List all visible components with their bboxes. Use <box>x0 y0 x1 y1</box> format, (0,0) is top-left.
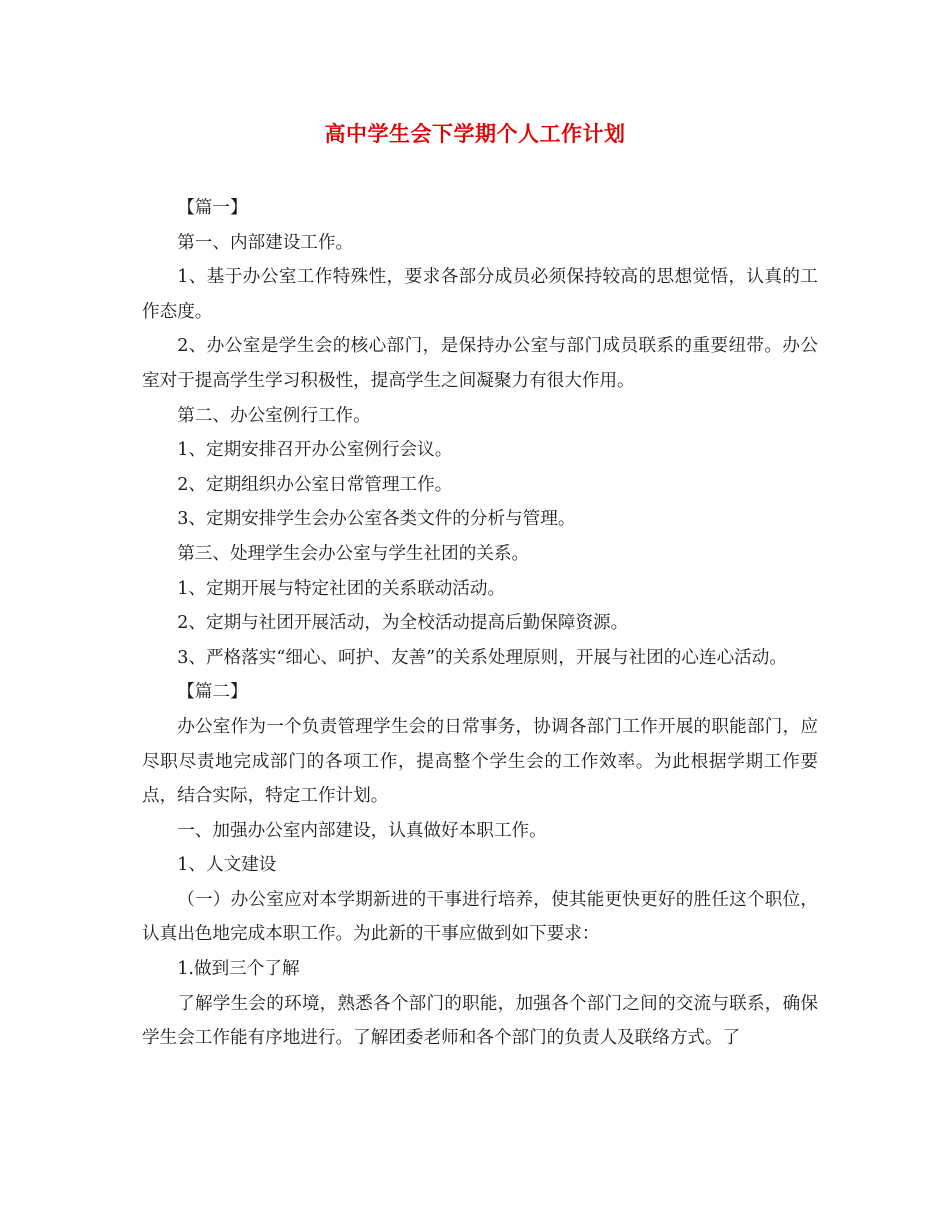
paragraph: 1、定期安排召开办公室例行会议。 <box>177 440 453 461</box>
paragraph: 3、定期安排学生会办公室各类文件的分析与管理。 <box>177 509 576 530</box>
paragraph: 1.做到三个了解 <box>177 959 300 980</box>
document-title: 高中学生会下学期个人工作计划 <box>324 121 626 146</box>
paragraph: 2、定期与社团开展活动，为全校活动提高后勤保障资源。 <box>177 613 629 634</box>
paragraph: 2、办公室是学生会的核心部门，是保持办公室与部门成员联系的重要纽带。办公室对于提高学生学习积极性，提高学生之间凝聚力有很大作用。 <box>142 336 818 391</box>
section-heading: 【篇一】 <box>177 198 248 218</box>
paragraph: 办公室作为一个负责管理学生会的日常事务，协调各部门工作开展的职能部门，应尽职尽责地完成部门的各项工作，提高整个学生会的工作效率。为此根据学期工作要点，结合实际，特定工作计划。 <box>142 716 818 807</box>
paragraph: 3、严格落实“细心、呵护、友善”的关系处理原则，开展与社团的心连心活动。 <box>177 647 787 668</box>
section-heading: 【篇二】 <box>177 682 248 703</box>
paragraph: 2、定期组织办公室日常管理工作。 <box>177 474 453 495</box>
paragraph: 1、基于办公室工作特殊性，要求各部分成员必须保持较高的思想觉悟，认真的工作态度。 <box>142 267 818 322</box>
paragraph: 第一、内部建设工作。 <box>177 232 354 253</box>
paragraph: 第二、办公室例行工作。 <box>177 405 371 426</box>
paragraph: 1、人文建设 <box>177 855 277 876</box>
paragraph: （一）办公室应对本学期新进的干事进行培养，使其能更快更好的胜任这个职位，认真出色地完成本职工作。为此新的干事应做到如下要求： <box>142 889 818 945</box>
document-body <box>142 191 818 1056</box>
paragraph: 一、加强办公室内部建设，认真做好本职工作。 <box>177 820 547 841</box>
paragraph: 第三、处理学生会办公室与学生社团的关系。 <box>177 543 530 564</box>
paragraph: 1、定期开展与特定社团的关系联动活动。 <box>177 578 506 599</box>
paragraph: 了解学生会的环境，熟悉各个部门的职能，加强各个部门之间的交流与联系，确保学生会工作能有序地进行。了解团委老师和各个部门的负责人及联络方式。了 <box>142 993 818 1049</box>
